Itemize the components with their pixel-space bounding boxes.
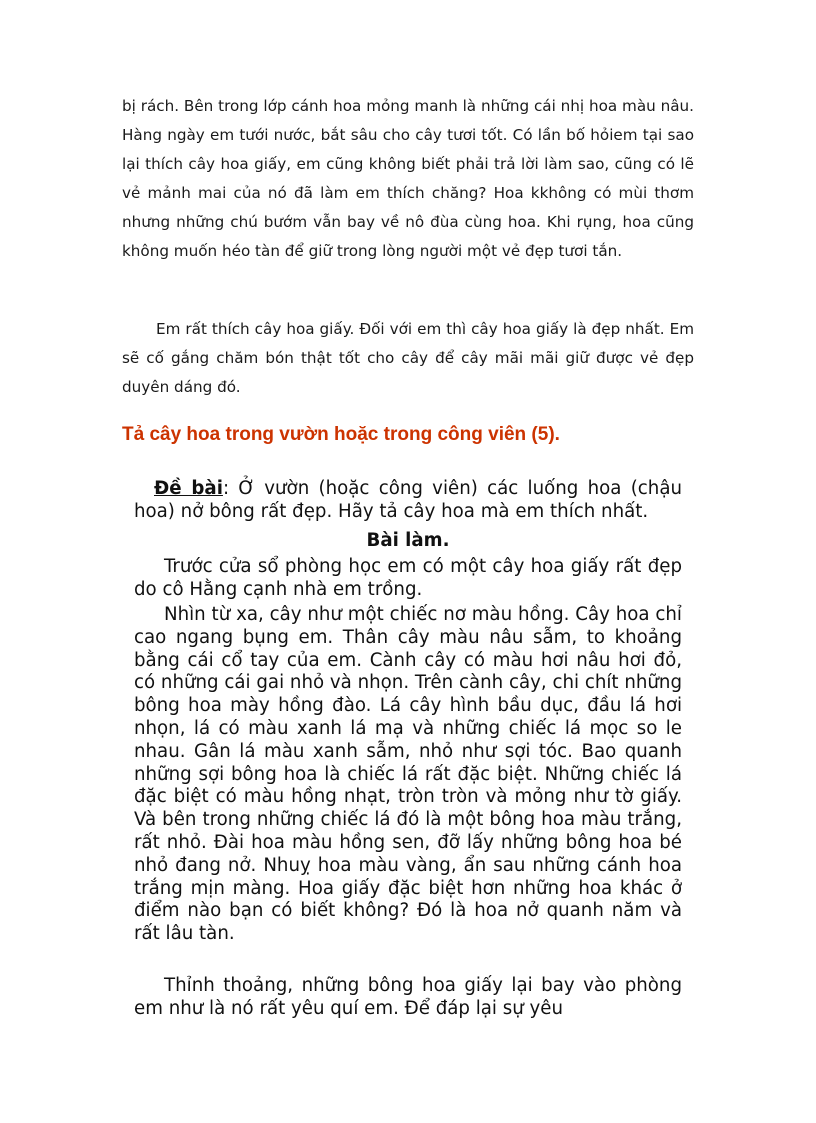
essay-conclusion-text: Em rất thích cây hoa giấy. Đối với em thì cây hoa giấy là đẹp nhất. Em sẽ cố gắng chăm bón thật tốt cho cây để cây mãi mãi giữ được vẻ đẹp duyên dáng đó.: [122, 320, 694, 396]
essay-paragraph-end-text: bị rách. Bên trong lớp cánh hoa mỏng manh là những cái nhị hoa màu nâu. Hàng ngày em tưới nước, bắt sâu cho cây tươi tốt. Có lần bố hỏiem tại sao lại thích cây hoa giấy, em cũng không biết phải trả lời làm sao, cũng có lẽ vẻ mảnh mai của nó đã làm em thích chăng? Hoa kkhông có mùi thơm nhưng những chú bướm vẫn bay về nô đùa cùng hoa. Khi rụng, hoa cũng không muốn héo tàn để giữ trong lòng người một vẻ đẹp tươi tắn.: [122, 97, 694, 260]
essay-conclusion: [122, 315, 694, 402]
essay-prompt-text: [134, 478, 682, 524]
answer-paragraph-1-text: Trước cửa sổ phòng học em có một cây hoa giấy rất đẹp do cô Hằng cạnh nhà em trồng.: [134, 556, 682, 600]
answer-heading: Bài làm.: [366, 530, 450, 551]
answer-paragraph-2-text: Nhìn từ xa, cây như một chiếc nơ màu hồng. Cây hoa chỉ cao ngang bụng em. Thân cây màu nâu sẫm, to khoảng bằng cái cổ tay của em. Cành cây có màu hơi nâu hơi đỏ, có những cái gai nhỏ và nhọn. Trên cành cây, chi chít những bông hoa mày hồng đào. Lá cây hình bầu dục, đầu lá hơi nhọn, lá có màu xanh lá mạ và những chiếc lá mọc so le nhau. Gân lá màu xanh sẫm, nhỏ như sợi tóc. Bao quanh những sợi bông hoa là chiếc lá rất đặc biệt. Những chiếc lá đặc biệt có màu hồng nhạt, tròn tròn và mỏng như tờ giấy. Và bên trong những chiếc lá đó là một bông hoa màu trắng, rất nhỏ. Đài hoa màu hồng sen, đỡ lấy những bông hoa bé nhỏ đang nở. Nhuỵ hoa màu vàng, ẩn sau những cánh hoa trắng mịn màng. Hoa giấy đặc biệt hơn những hoa khác ở điểm nào bạn có biết không? Đó là hoa nở quanh năm và rất lâu tàn.: [134, 604, 682, 945]
answer-paragraph-1: [134, 556, 682, 602]
answer-paragraph-3: [134, 975, 682, 1021]
essay-prompt: [134, 478, 682, 524]
essay-paragraph-end: [122, 92, 694, 266]
answer-paragraph-2: [134, 604, 682, 946]
prompt-body: : Ở vườn (hoặc công viên) các luống hoa (chậu hoa) nở bông rất đẹp. Hãy tả cây hoa mà em thích nhất.: [134, 478, 683, 522]
prompt-label: Đề bài: [154, 478, 223, 499]
answer-paragraph-3-text: Thỉnh thoảng, những bông hoa giấy lại bay vào phòng em như là nó rất yêu quí em. Để đáp lại sự yêu: [134, 975, 682, 1019]
section-title: Tả cây hoa trong vườn hoặc trong công viên (5).: [122, 424, 560, 445]
